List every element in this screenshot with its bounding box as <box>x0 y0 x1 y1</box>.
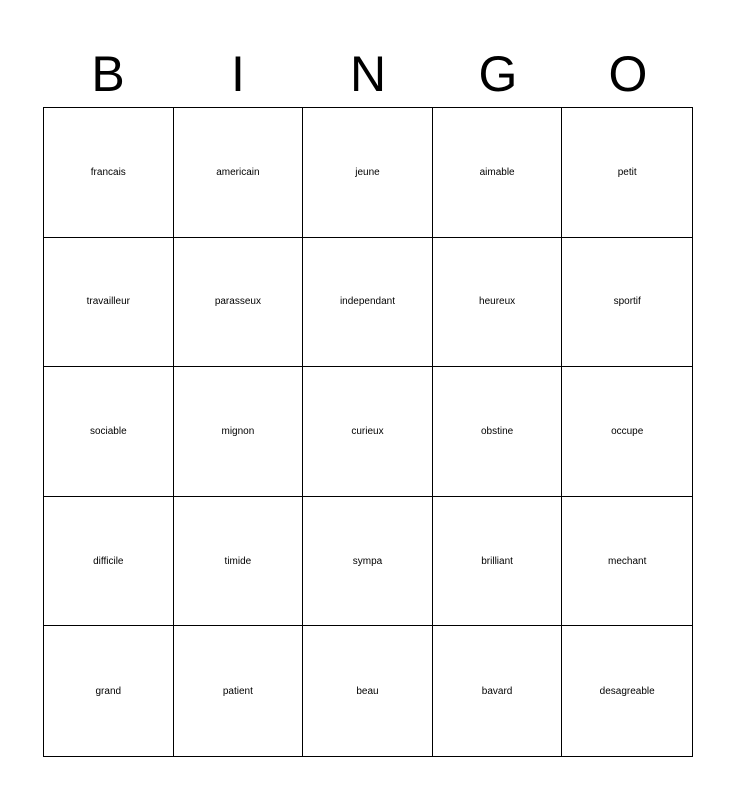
header-letter-n: N <box>349 46 387 102</box>
bingo-cell[interactable]: francais <box>44 108 174 238</box>
bingo-board <box>43 107 693 757</box>
bingo-cell[interactable]: heureux <box>433 238 563 368</box>
bingo-cell[interactable]: curieux <box>303 367 433 497</box>
bingo-cell[interactable]: americain <box>174 108 304 238</box>
bingo-cell[interactable]: parasseux <box>174 238 304 368</box>
header-letter-i: I <box>231 46 245 102</box>
header-letter-o: O <box>608 46 648 102</box>
bingo-cell[interactable]: jeune <box>303 108 433 238</box>
header-letter-g: G <box>478 46 518 102</box>
bingo-cell[interactable]: mechant <box>562 497 692 627</box>
bingo-cell[interactable]: aimable <box>433 108 563 238</box>
bingo-cell[interactable]: occupe <box>562 367 692 497</box>
header-letter-b: B <box>91 46 125 102</box>
bingo-cell[interactable]: patient <box>174 626 304 756</box>
bingo-header <box>43 44 693 104</box>
bingo-cell[interactable]: desagreable <box>599 685 655 697</box>
bingo-cell[interactable]: timide <box>174 497 304 627</box>
bingo-cell[interactable]: beau <box>303 626 433 756</box>
bingo-cell[interactable]: independant <box>303 238 433 368</box>
bingo-cell[interactable]: grand <box>44 626 174 756</box>
bingo-cell[interactable]: travailleur <box>44 238 174 368</box>
bingo-cell[interactable]: sportif <box>562 238 692 368</box>
bingo-cell[interactable]: sympa <box>303 497 433 627</box>
bingo-cell[interactable]: brilliant <box>433 497 563 627</box>
bingo-cell[interactable]: petit <box>562 108 692 238</box>
bingo-cell[interactable]: bavard <box>433 626 563 756</box>
bingo-cell[interactable]: obstine <box>433 367 563 497</box>
bingo-cell[interactable]: difficile <box>44 497 174 627</box>
bingo-cell[interactable]: sociable <box>44 367 174 497</box>
bingo-cell[interactable]: mignon <box>174 367 304 497</box>
